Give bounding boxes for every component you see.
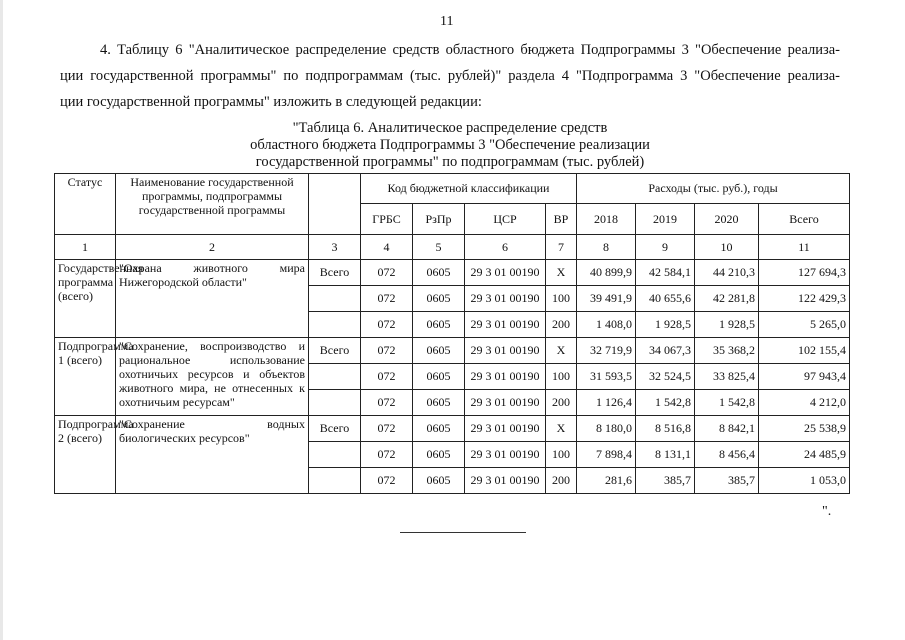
cell-csr: 29 3 01 00190 bbox=[465, 442, 546, 468]
cell-y2019: 8 131,1 bbox=[636, 442, 695, 468]
table-body bbox=[55, 260, 850, 494]
header-col3 bbox=[309, 174, 361, 235]
intro-paragraph bbox=[60, 37, 840, 115]
cell-csr: 29 3 01 00190 bbox=[465, 260, 546, 286]
column-number: 2 bbox=[116, 235, 309, 260]
cell-csr: 29 3 01 00190 bbox=[465, 416, 546, 442]
cell-y2018: 40 899,9 bbox=[577, 260, 636, 286]
cell-y2018: 7 898,4 bbox=[577, 442, 636, 468]
column-number-row bbox=[55, 235, 850, 260]
page-number: 11 bbox=[440, 14, 454, 29]
column-number: 6 bbox=[465, 235, 546, 260]
cell-total: 122 429,3 bbox=[759, 286, 850, 312]
cell-vr: 200 bbox=[546, 390, 577, 416]
cell-col3 bbox=[309, 442, 361, 468]
header-total: Всего bbox=[759, 204, 850, 235]
cell-y2020: 42 281,8 bbox=[695, 286, 759, 312]
header-vr: ВР bbox=[546, 204, 577, 235]
closing-quote: ". bbox=[822, 504, 832, 519]
cell-total: 1 053,0 bbox=[759, 468, 850, 494]
scan-edge bbox=[0, 0, 3, 640]
header-2018: 2018 bbox=[577, 204, 636, 235]
row-program-name: "Сохранение, воспроизводство и рациональное использование охотничьих ресурсов и объектов животного мира, не отнесенных к охотничьим ресурсам" bbox=[116, 338, 309, 416]
cell-total: 25 538,9 bbox=[759, 416, 850, 442]
cell-grbs: 072 bbox=[361, 468, 413, 494]
column-number: 10 bbox=[695, 235, 759, 260]
cell-rzpr: 0605 bbox=[413, 416, 465, 442]
cell-y2019: 42 584,1 bbox=[636, 260, 695, 286]
cell-total: 102 155,4 bbox=[759, 338, 850, 364]
paragraph-line-3: ции государственной программы" изложить в следующей редакции: bbox=[60, 94, 482, 110]
cell-y2018: 31 593,5 bbox=[577, 364, 636, 390]
cell-col3: Всего bbox=[309, 260, 361, 286]
cell-csr: 29 3 01 00190 bbox=[465, 286, 546, 312]
cell-csr: 29 3 01 00190 bbox=[465, 364, 546, 390]
table-row bbox=[55, 416, 850, 442]
cell-csr: 29 3 01 00190 bbox=[465, 468, 546, 494]
cell-y2020: 8 456,4 bbox=[695, 442, 759, 468]
separator-line bbox=[400, 532, 526, 533]
cell-col3: Всего bbox=[309, 338, 361, 364]
cell-y2019: 1 542,8 bbox=[636, 390, 695, 416]
cell-grbs: 072 bbox=[361, 416, 413, 442]
cell-vr: 100 bbox=[546, 286, 577, 312]
cell-rzpr: 0605 bbox=[413, 442, 465, 468]
row-status: Подпрограмма 2 (всего) bbox=[55, 416, 116, 494]
column-number: 3 bbox=[309, 235, 361, 260]
cell-y2018: 1 408,0 bbox=[577, 312, 636, 338]
cell-y2018: 39 491,9 bbox=[577, 286, 636, 312]
cell-y2020: 35 368,2 bbox=[695, 338, 759, 364]
cell-y2020: 1 928,5 bbox=[695, 312, 759, 338]
header-name: Наименование государственной программы, подпрограммы государственной программы bbox=[116, 174, 309, 235]
cell-csr: 29 3 01 00190 bbox=[465, 390, 546, 416]
cell-vr: Х bbox=[546, 260, 577, 286]
cell-y2020: 44 210,3 bbox=[695, 260, 759, 286]
cell-y2018: 8 180,0 bbox=[577, 416, 636, 442]
cell-csr: 29 3 01 00190 bbox=[465, 312, 546, 338]
column-number: 8 bbox=[577, 235, 636, 260]
cell-y2019: 385,7 bbox=[636, 468, 695, 494]
row-program-name: "Сохранение водных биологических ресурсов" bbox=[116, 416, 309, 494]
header-rzpr: РзПр bbox=[413, 204, 465, 235]
cell-y2019: 34 067,3 bbox=[636, 338, 695, 364]
budget-table bbox=[54, 173, 850, 494]
cell-y2019: 40 655,6 bbox=[636, 286, 695, 312]
cell-rzpr: 0605 bbox=[413, 364, 465, 390]
cell-rzpr: 0605 bbox=[413, 390, 465, 416]
cell-grbs: 072 bbox=[361, 338, 413, 364]
header-grbs: ГРБС bbox=[361, 204, 413, 235]
cell-rzpr: 0605 bbox=[413, 286, 465, 312]
column-number: 4 bbox=[361, 235, 413, 260]
cell-col3: Всего bbox=[309, 416, 361, 442]
cell-vr: 200 bbox=[546, 312, 577, 338]
header-budget-code: Код бюджетной классификации bbox=[361, 174, 577, 204]
cell-vr: Х bbox=[546, 338, 577, 364]
header-2020: 2020 bbox=[695, 204, 759, 235]
paragraph-line-1: 4. Таблицу 6 "Аналитическое распределение средств областного бюджета Подпрограммы 3 "Обеспечение реализа- bbox=[100, 42, 840, 58]
cell-y2020: 385,7 bbox=[695, 468, 759, 494]
row-program-name: "Охрана животного мира Нижегородской области" bbox=[116, 260, 309, 338]
cell-total: 24 485,9 bbox=[759, 442, 850, 468]
cell-col3 bbox=[309, 468, 361, 494]
table-row bbox=[55, 260, 850, 286]
column-number: 5 bbox=[413, 235, 465, 260]
cell-grbs: 072 bbox=[361, 390, 413, 416]
cell-y2020: 33 825,4 bbox=[695, 364, 759, 390]
cell-vr: Х bbox=[546, 416, 577, 442]
cell-y2018: 1 126,4 bbox=[577, 390, 636, 416]
cell-col3 bbox=[309, 390, 361, 416]
column-number: 7 bbox=[546, 235, 577, 260]
cell-y2020: 8 842,1 bbox=[695, 416, 759, 442]
column-number: 9 bbox=[636, 235, 695, 260]
cell-rzpr: 0605 bbox=[413, 312, 465, 338]
cell-y2019: 1 928,5 bbox=[636, 312, 695, 338]
cell-vr: 100 bbox=[546, 364, 577, 390]
cell-y2020: 1 542,8 bbox=[695, 390, 759, 416]
cell-y2018: 32 719,9 bbox=[577, 338, 636, 364]
cell-csr: 29 3 01 00190 bbox=[465, 338, 546, 364]
cell-grbs: 072 bbox=[361, 312, 413, 338]
cell-y2019: 8 516,8 bbox=[636, 416, 695, 442]
cell-col3 bbox=[309, 364, 361, 390]
header-status: Статус bbox=[55, 174, 116, 235]
cell-vr: 200 bbox=[546, 468, 577, 494]
header-2019: 2019 bbox=[636, 204, 695, 235]
cell-total: 4 212,0 bbox=[759, 390, 850, 416]
cell-rzpr: 0605 bbox=[413, 338, 465, 364]
caption-line-3: государственной программы" по подпрограммам (тыс. рублей) bbox=[255, 154, 645, 170]
cell-grbs: 072 bbox=[361, 260, 413, 286]
cell-total: 97 943,4 bbox=[759, 364, 850, 390]
cell-total: 5 265,0 bbox=[759, 312, 850, 338]
row-status: Подпрограмма 1 (всего) bbox=[55, 338, 116, 416]
row-status: Государственная программа (всего) bbox=[55, 260, 116, 338]
column-number: 1 bbox=[55, 235, 116, 260]
cell-y2018: 281,6 bbox=[577, 468, 636, 494]
cell-grbs: 072 bbox=[361, 364, 413, 390]
cell-y2019: 32 524,5 bbox=[636, 364, 695, 390]
cell-grbs: 072 bbox=[361, 442, 413, 468]
header-csr: ЦСР bbox=[465, 204, 546, 235]
cell-rzpr: 0605 bbox=[413, 468, 465, 494]
paragraph-line-2: ции государственной программы" по подпрограммам (тыс. рублей)" раздела 4 "Подпрограмма 3 "Обеспечение реализа- bbox=[60, 68, 840, 84]
cell-rzpr: 0605 bbox=[413, 260, 465, 286]
table-caption bbox=[225, 120, 675, 171]
caption-line-2: областного бюджета Подпрограммы 3 "Обеспечение реализации bbox=[250, 137, 650, 153]
column-number: 11 bbox=[759, 235, 850, 260]
cell-vr: 100 bbox=[546, 442, 577, 468]
cell-grbs: 072 bbox=[361, 286, 413, 312]
cell-col3 bbox=[309, 312, 361, 338]
header-expenses: Расходы (тыс. руб.), годы bbox=[577, 174, 850, 204]
caption-line-1: "Таблица 6. Аналитическое распределение средств bbox=[292, 120, 608, 136]
cell-col3 bbox=[309, 286, 361, 312]
table-row bbox=[55, 338, 850, 364]
cell-total: 127 694,3 bbox=[759, 260, 850, 286]
